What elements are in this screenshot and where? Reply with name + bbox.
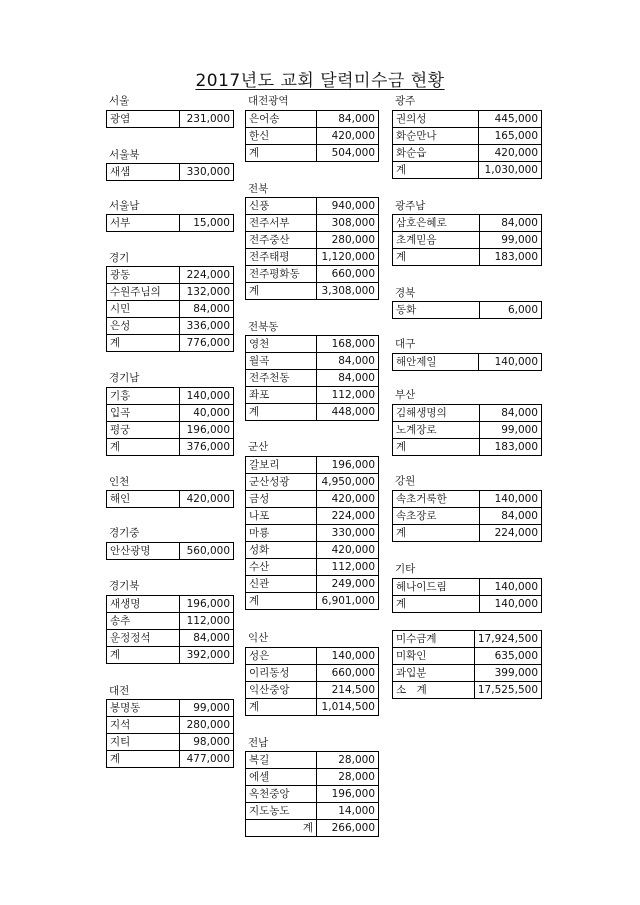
amount-cell: 28,000: [317, 769, 379, 786]
church-name: 계: [107, 439, 180, 456]
table-row: [107, 405, 234, 422]
church-name: 계: [107, 335, 180, 352]
church-name: 동화: [393, 302, 480, 319]
church-name: 옥천중앙: [246, 786, 317, 803]
amount-cell: 4,950,000: [317, 474, 379, 491]
church-name: 속초거룩한: [393, 491, 480, 508]
church-name: 헤나이드림: [393, 579, 480, 596]
church-name: 서부: [107, 215, 180, 232]
amount-cell: 112,000: [180, 613, 234, 630]
table-row: [393, 215, 542, 232]
amount-cell: 17,924,500: [474, 631, 541, 648]
church-name: 이리동성: [246, 665, 317, 682]
table-row: [246, 215, 379, 232]
region-table: [106, 699, 234, 768]
church-name: 영천: [246, 336, 317, 353]
church-name: 노계장로: [393, 422, 480, 439]
region-label: 경기북: [109, 580, 140, 592]
region-table: [245, 456, 379, 610]
amount-cell: 330,000: [317, 525, 379, 542]
region-label: 전북: [248, 183, 269, 195]
amount-cell: 84,000: [479, 508, 541, 525]
amount-cell: 1,120,000: [317, 249, 379, 266]
amount-cell: 1,030,000: [479, 162, 542, 179]
amount-cell: 196,000: [317, 786, 379, 803]
amount-cell: 84,000: [317, 370, 379, 387]
church-name: 전주태평: [246, 249, 317, 266]
amount-cell: 420,000: [479, 145, 542, 162]
church-name: 계: [246, 699, 317, 716]
region-label: 전북동: [248, 321, 279, 333]
amount-cell: 140,000: [317, 648, 379, 665]
church-name: 계: [107, 647, 180, 664]
table-row: [246, 387, 379, 404]
region-table: [106, 542, 234, 560]
table-row: [246, 786, 379, 803]
subtotal-row: [246, 404, 379, 421]
subtotal-row: [107, 647, 234, 664]
amount-cell: 776,000: [180, 335, 234, 352]
amount-cell: 84,000: [479, 215, 541, 232]
page-title: 2017년도 교회 달력미수금 현황: [195, 71, 445, 91]
church-name: 은성: [107, 318, 180, 335]
subtotal-row: [107, 335, 234, 352]
amount-cell: 560,000: [180, 543, 234, 560]
table-row: [246, 542, 379, 559]
amount-cell: 98,000: [180, 734, 234, 751]
region-label: 경기: [109, 252, 130, 264]
amount-cell: 140,000: [479, 579, 541, 596]
table-row: [107, 388, 234, 405]
amount-cell: 84,000: [317, 111, 379, 128]
amount-cell: 280,000: [317, 232, 379, 249]
table-row: [246, 752, 379, 769]
table-row: [107, 164, 234, 181]
region-table: [392, 353, 542, 371]
amount-cell: 15,000: [180, 215, 234, 232]
subtotal-row: [246, 283, 379, 300]
amount-cell: 84,000: [180, 630, 234, 647]
church-name: 권의성: [393, 111, 479, 128]
church-name: 지티: [107, 734, 180, 751]
subtotal-row: [393, 249, 542, 266]
amount-cell: 84,000: [180, 301, 234, 318]
region-table: [245, 197, 379, 300]
church-name: 신풍: [246, 198, 317, 215]
table-row: [107, 491, 234, 508]
region-table: [245, 751, 379, 837]
amount-cell: 420,000: [317, 542, 379, 559]
subtotal-row: [246, 145, 379, 162]
amount-cell: 330,000: [180, 164, 234, 181]
table-row: [107, 717, 234, 734]
church-name: 에셀: [246, 769, 317, 786]
amount-cell: 168,000: [317, 336, 379, 353]
amount-cell: 132,000: [180, 284, 234, 301]
church-name: 해안제일: [393, 354, 479, 371]
region-label: 부산: [395, 389, 416, 401]
amount-cell: 140,000: [479, 491, 541, 508]
table-row: [246, 370, 379, 387]
amount-cell: 6,000: [479, 302, 541, 319]
amount-cell: 660,000: [317, 266, 379, 283]
church-name: 김해생명의: [393, 405, 480, 422]
amount-cell: 231,000: [180, 111, 234, 128]
amount-cell: 940,000: [317, 198, 379, 215]
amount-cell: 477,000: [180, 751, 234, 768]
amount-cell: 6,901,000: [317, 593, 379, 610]
church-name: 미확인: [393, 648, 475, 665]
amount-cell: 249,000: [317, 576, 379, 593]
amount-cell: 112,000: [317, 559, 379, 576]
amount-cell: 445,000: [479, 111, 542, 128]
amount-cell: 308,000: [317, 215, 379, 232]
church-name: 소 계: [393, 682, 475, 699]
region-table: [392, 110, 542, 179]
table-row: [246, 266, 379, 283]
subtotal-row: [393, 525, 542, 542]
amount-cell: 3,308,000: [317, 283, 379, 300]
table-row: [393, 648, 542, 665]
church-name: 계: [393, 439, 480, 456]
region-table: [392, 214, 542, 266]
table-row: [393, 579, 542, 596]
church-name: 과입분: [393, 665, 475, 682]
church-name: 시민: [107, 301, 180, 318]
region-label: 군산: [248, 441, 269, 453]
amount-cell: 140,000: [479, 596, 541, 613]
church-name: 계: [393, 596, 480, 613]
church-name: 화순읍: [393, 145, 479, 162]
church-name: 복길: [246, 752, 317, 769]
table-row: [393, 354, 542, 371]
church-name: 해인: [107, 491, 180, 508]
table-row: [107, 111, 234, 128]
amount-cell: 420,000: [317, 491, 379, 508]
church-name: 미수금계: [393, 631, 475, 648]
table-row: [393, 508, 542, 525]
table-row: [246, 648, 379, 665]
church-name: 익산중앙: [246, 682, 317, 699]
amount-cell: 196,000: [317, 457, 379, 474]
church-name: 전주평화동: [246, 266, 317, 283]
amount-cell: 28,000: [317, 752, 379, 769]
church-name: 나포: [246, 508, 317, 525]
church-name: 운정정석: [107, 630, 180, 647]
table-row: [107, 422, 234, 439]
amount-cell: 266,000: [317, 820, 379, 837]
church-name: 월곡: [246, 353, 317, 370]
region-table: [392, 301, 542, 319]
amount-cell: 140,000: [479, 354, 542, 371]
church-name: 은어송: [246, 111, 317, 128]
table-row: [246, 491, 379, 508]
church-name: 지석: [107, 717, 180, 734]
amount-cell: 336,000: [180, 318, 234, 335]
church-name: 좌포: [246, 387, 317, 404]
amount-cell: 635,000: [474, 648, 541, 665]
table-row: [393, 302, 542, 319]
region-label: 서울북: [109, 149, 140, 161]
table-row: [246, 576, 379, 593]
table-row: [246, 559, 379, 576]
church-name: 안산광명: [107, 543, 180, 560]
amount-cell: 392,000: [180, 647, 234, 664]
subtotal-row: [393, 439, 542, 456]
subtotal-row: [246, 820, 379, 837]
subtotal-row: [393, 162, 542, 179]
region-table: [106, 214, 234, 232]
region-table: [106, 266, 234, 352]
table-row: [246, 198, 379, 215]
church-name: 화순만나: [393, 128, 479, 145]
table-row: [107, 215, 234, 232]
church-name: 군산성광: [246, 474, 317, 491]
table-row: [107, 284, 234, 301]
amount-cell: 224,000: [180, 267, 234, 284]
church-name: 평궁: [107, 422, 180, 439]
amount-cell: 40,000: [180, 405, 234, 422]
church-name: 지도농도: [246, 803, 317, 820]
table-row: [393, 682, 542, 699]
region-label: 대구: [395, 338, 416, 350]
amount-cell: 99,000: [180, 700, 234, 717]
church-name: 계: [246, 404, 317, 421]
region-label: 대전광역: [248, 95, 289, 107]
amount-cell: 224,000: [317, 508, 379, 525]
amount-cell: 165,000: [479, 128, 542, 145]
table-row: [246, 665, 379, 682]
region-label: 경북: [395, 287, 416, 299]
church-name: 기흥: [107, 388, 180, 405]
church-name: 금성: [246, 491, 317, 508]
amount-cell: 84,000: [317, 353, 379, 370]
church-name: 전주천동: [246, 370, 317, 387]
church-name: 계: [246, 283, 317, 300]
region-label: 광주남: [395, 200, 426, 212]
table-row: [246, 249, 379, 266]
table-row: [246, 474, 379, 491]
church-name: 계: [107, 751, 180, 768]
amount-cell: 214,500: [317, 682, 379, 699]
amount-cell: 224,000: [479, 525, 541, 542]
summary-table: [392, 630, 542, 699]
church-name: 속초장로: [393, 508, 480, 525]
table-row: [246, 769, 379, 786]
amount-cell: 399,000: [474, 665, 541, 682]
table-row: [246, 128, 379, 145]
region-label: 전남: [248, 737, 269, 749]
region-table: [245, 110, 379, 162]
amount-cell: 280,000: [180, 717, 234, 734]
region-label: 경기중: [109, 527, 140, 539]
table-row: [393, 422, 542, 439]
amount-cell: 112,000: [317, 387, 379, 404]
amount-cell: 183,000: [479, 249, 541, 266]
table-row: [246, 803, 379, 820]
region-label: 강원: [395, 475, 416, 487]
table-row: [107, 267, 234, 284]
amount-cell: 196,000: [180, 422, 234, 439]
region-label: 기타: [395, 563, 416, 575]
church-name: 마룡: [246, 525, 317, 542]
table-row: [393, 491, 542, 508]
region-label: 대전: [109, 685, 130, 697]
region-label: 인천: [109, 476, 130, 488]
church-name: 삼호은혜로: [393, 215, 480, 232]
region-table: [106, 387, 234, 456]
region-table: [106, 163, 234, 181]
table-row: [393, 145, 542, 162]
church-name: 계: [393, 162, 479, 179]
amount-cell: 420,000: [317, 128, 379, 145]
subtotal-row: [246, 699, 379, 716]
church-name: 계: [393, 525, 480, 542]
region-label: 경기남: [109, 372, 140, 384]
church-name: 초계믿음: [393, 232, 480, 249]
region-table: [106, 595, 234, 664]
church-name: 새생명: [107, 596, 180, 613]
region-label: 서울: [109, 95, 130, 107]
table-row: [107, 318, 234, 335]
church-name: 송추: [107, 613, 180, 630]
table-row: [246, 232, 379, 249]
region-label: 광주: [395, 95, 416, 107]
amount-cell: 504,000: [317, 145, 379, 162]
table-row: [246, 508, 379, 525]
table-row: [246, 525, 379, 542]
region-label: 서울남: [109, 200, 140, 212]
subtotal-row: [393, 596, 542, 613]
region-table: [392, 404, 542, 456]
church-name: 전주중산: [246, 232, 317, 249]
amount-cell: 99,000: [479, 422, 541, 439]
church-name: 봉명동: [107, 700, 180, 717]
amount-cell: 420,000: [180, 491, 234, 508]
subtotal-row: [107, 439, 234, 456]
table-row: [393, 111, 542, 128]
region-table: [245, 647, 379, 716]
church-name: 입곡: [107, 405, 180, 422]
region-table: [245, 335, 379, 421]
church-name: 계: [246, 593, 317, 610]
church-name: 한신: [246, 128, 317, 145]
amount-cell: 1,014,500: [317, 699, 379, 716]
table-row: [393, 631, 542, 648]
table-row: [393, 128, 542, 145]
church-name: 갈보리: [246, 457, 317, 474]
table-row: [246, 336, 379, 353]
amount-cell: 660,000: [317, 665, 379, 682]
table-row: [246, 457, 379, 474]
table-row: [246, 111, 379, 128]
amount-cell: 196,000: [180, 596, 234, 613]
region-table: [392, 578, 542, 613]
church-name: 성화: [246, 542, 317, 559]
table-row: [107, 596, 234, 613]
church-name: 광동: [107, 267, 180, 284]
church-name: 계: [246, 145, 317, 162]
church-name: 계: [246, 820, 317, 837]
church-name: 광염: [107, 111, 180, 128]
table-row: [107, 630, 234, 647]
subtotal-row: [246, 593, 379, 610]
amount-cell: 99,000: [479, 232, 541, 249]
church-name: 수산: [246, 559, 317, 576]
region-table: [106, 110, 234, 128]
table-row: [107, 700, 234, 717]
table-row: [107, 734, 234, 751]
table-row: [107, 613, 234, 630]
amount-cell: 183,000: [479, 439, 541, 456]
table-row: [246, 353, 379, 370]
church-name: 신관: [246, 576, 317, 593]
church-name: 수원주님의: [107, 284, 180, 301]
region-table: [392, 490, 542, 542]
subtotal-row: [107, 751, 234, 768]
amount-cell: 84,000: [479, 405, 541, 422]
amount-cell: 17,525,500: [474, 682, 541, 699]
table-row: [393, 665, 542, 682]
amount-cell: 140,000: [180, 388, 234, 405]
table-row: [393, 232, 542, 249]
region-table: [106, 490, 234, 508]
region-label: 익산: [248, 632, 269, 644]
church-name: 새샘: [107, 164, 180, 181]
church-name: 성은: [246, 648, 317, 665]
table-row: [107, 543, 234, 560]
church-name: 계: [393, 249, 480, 266]
table-row: [246, 682, 379, 699]
amount-cell: 14,000: [317, 803, 379, 820]
table-row: [107, 301, 234, 318]
amount-cell: 376,000: [180, 439, 234, 456]
table-row: [393, 405, 542, 422]
church-name: 전주서부: [246, 215, 317, 232]
amount-cell: 448,000: [317, 404, 379, 421]
